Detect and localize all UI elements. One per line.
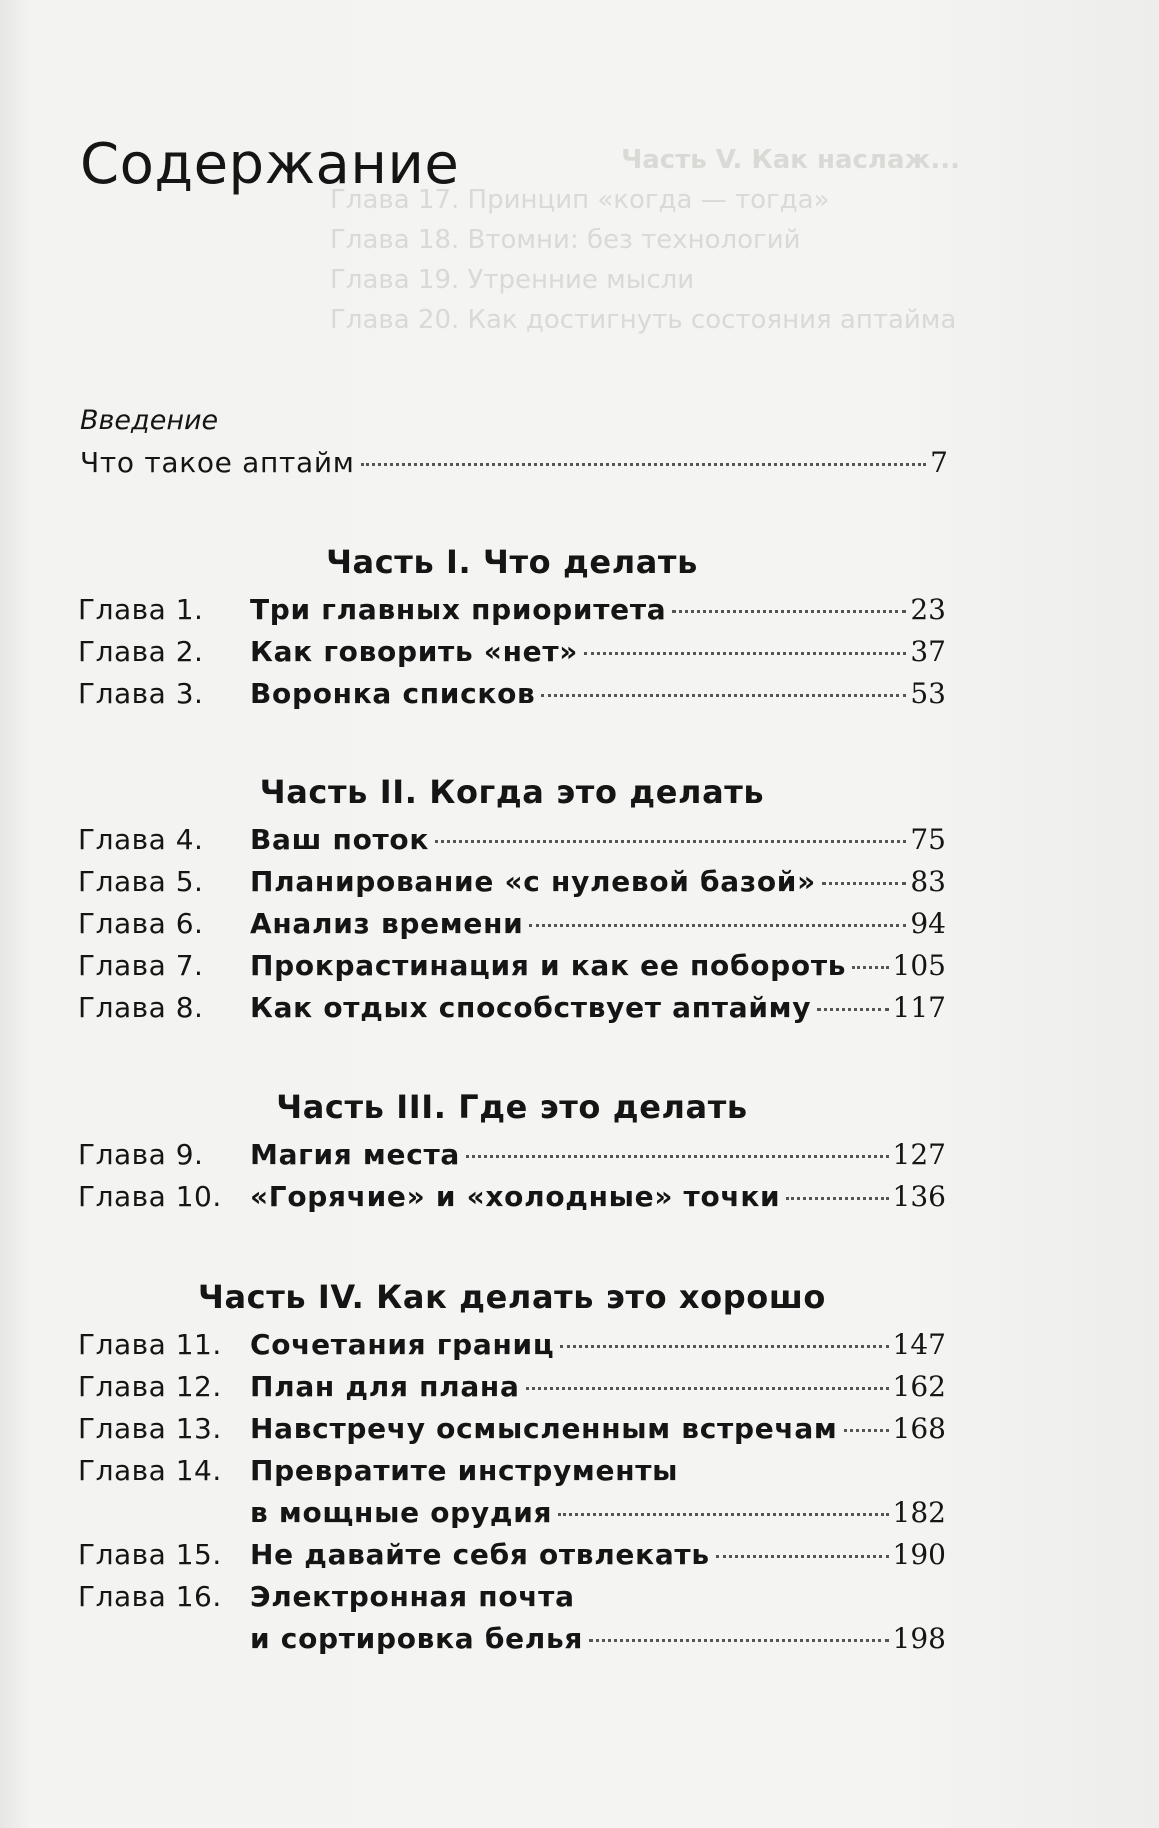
chapter-label: Глава 2. [78,635,204,668]
leader-dots [584,652,906,655]
ghost-line: Глава 19. Утренние мысли [330,265,695,295]
chapter-label: Глава 4. [78,823,204,856]
leader-dots [589,1639,888,1642]
chapter-title-line1: Электронная почта [250,1580,575,1613]
chapter-title: Сочетания границ [250,1328,555,1361]
toc-entry[interactable] [78,987,946,1029]
leader-dots [817,1008,888,1011]
part-1-section [78,535,946,715]
page-number: 190 [892,1538,946,1571]
chapter-title: Магия места [250,1138,461,1171]
toc-entry[interactable] [78,1366,946,1408]
toc-entry[interactable] [78,1618,946,1660]
toc-entry[interactable] [80,442,948,484]
page-number: 117 [892,991,946,1024]
leader-dots [361,463,927,466]
chapter-label: Глава 15. [78,1538,222,1571]
toc-entry-line1[interactable] [78,1450,946,1492]
leader-dots [852,966,888,969]
intro-label: Введение [80,405,219,436]
chapter-title: Планирование «с нулевой базой» [250,865,816,898]
leader-dots [786,1197,888,1200]
toc-entry[interactable] [78,819,946,861]
chapter-title: Анализ времени [250,907,524,940]
chapter-title: Навстречу осмысленным встречам [250,1412,838,1445]
part-2-section [78,765,946,1029]
leader-dots [844,1429,889,1432]
toc-entry[interactable] [78,1534,946,1576]
chapter-title: и сортировка белья [250,1622,584,1655]
entry-title: Что такое аптайм [80,446,355,479]
chapter-label: Глава 9. [78,1138,204,1171]
chapter-label: Глава 16. [78,1580,222,1613]
page-number: 37 [910,635,946,668]
part-4-section [78,1270,946,1660]
leader-dots [560,1345,888,1348]
part-heading: Часть III. Где это делать [276,1088,748,1126]
page-number: 7 [930,446,948,479]
page-number: 23 [910,593,946,626]
chapter-title: «Горячие» и «холодные» точки [250,1180,781,1213]
chapter-title: в мощные орудия [250,1496,553,1529]
leader-dots [529,924,906,927]
leader-dots [558,1513,888,1516]
leader-dots [822,882,906,885]
chapter-label: Глава 10. [78,1180,222,1213]
leader-dots [435,840,906,843]
page-number: 75 [910,823,946,856]
toc-entry[interactable] [78,673,946,715]
chapter-title: Ваш поток [250,823,430,856]
part-3-section [78,1080,946,1218]
toc-entry-line1[interactable] [78,1576,946,1618]
chapter-title: Три главных приоритета [250,593,667,626]
leader-dots [541,694,906,697]
toc-entry[interactable] [78,1176,946,1218]
chapter-title: Как отдых способствует аптайму [250,991,812,1024]
part-heading: Часть IV. Как делать это хорошо [197,1278,827,1316]
toc-entry[interactable] [78,1492,946,1534]
intro-section [80,400,948,484]
chapter-label: Глава 12. [78,1370,222,1403]
page-number: 162 [892,1370,946,1403]
chapter-label: Глава 3. [78,677,204,710]
chapter-label: Глава 7. [78,949,204,982]
page-number: 105 [892,949,946,982]
page-number: 136 [892,1180,946,1213]
toc-entry[interactable] [78,631,946,673]
chapter-label: Глава 8. [78,991,204,1024]
toc-entry[interactable] [78,903,946,945]
chapter-label: Глава 5. [78,865,204,898]
toc-entry[interactable] [78,945,946,987]
leader-dots [716,1555,889,1558]
leader-dots [526,1387,889,1390]
page-title: Содержание [80,132,460,197]
chapter-title: План для плана [250,1370,520,1403]
part-heading: Часть II. Когда это делать [259,773,765,811]
ghost-line: Глава 17. Принцип «когда — тогда» [330,185,830,215]
toc-entry[interactable] [78,1324,946,1366]
chapter-title-line1: Превратите инструменты [250,1454,679,1487]
toc-entry[interactable] [78,1134,946,1176]
toc-entry[interactable] [78,589,946,631]
leader-dots [466,1155,889,1158]
chapter-title: Прокрастинация и как ее побороть [250,949,847,982]
part-heading: Часть I. Что делать [326,543,698,581]
chapter-label: Глава 14. [78,1454,222,1487]
chapter-label: Глава 13. [78,1412,222,1445]
leader-dots [672,610,906,613]
ghost-line: Глава 18. Втомни: без технологий [330,225,801,255]
toc-entry[interactable] [78,861,946,903]
chapter-label: Глава 1. [78,593,204,626]
page-number: 53 [910,677,946,710]
page-number: 83 [910,865,946,898]
chapter-title: Как говорить «нет» [250,635,579,668]
page-number: 127 [892,1138,946,1171]
chapter-title: Воронка списков [250,677,536,710]
chapter-title: Не давайте себя отвлекать [250,1538,710,1571]
chapter-label: Глава 11. [78,1328,222,1361]
page-number: 198 [892,1622,946,1655]
ghost-line: Часть V. Как наслаж... [621,145,960,175]
page-number: 147 [892,1328,946,1361]
chapter-label: Глава 6. [78,907,204,940]
page-number: 182 [892,1496,946,1529]
ghost-line: Глава 20. Как достигнуть состояния аптайма [330,305,957,335]
page-number: 168 [892,1412,946,1445]
page-number: 94 [910,907,946,940]
toc-entry[interactable] [78,1408,946,1450]
